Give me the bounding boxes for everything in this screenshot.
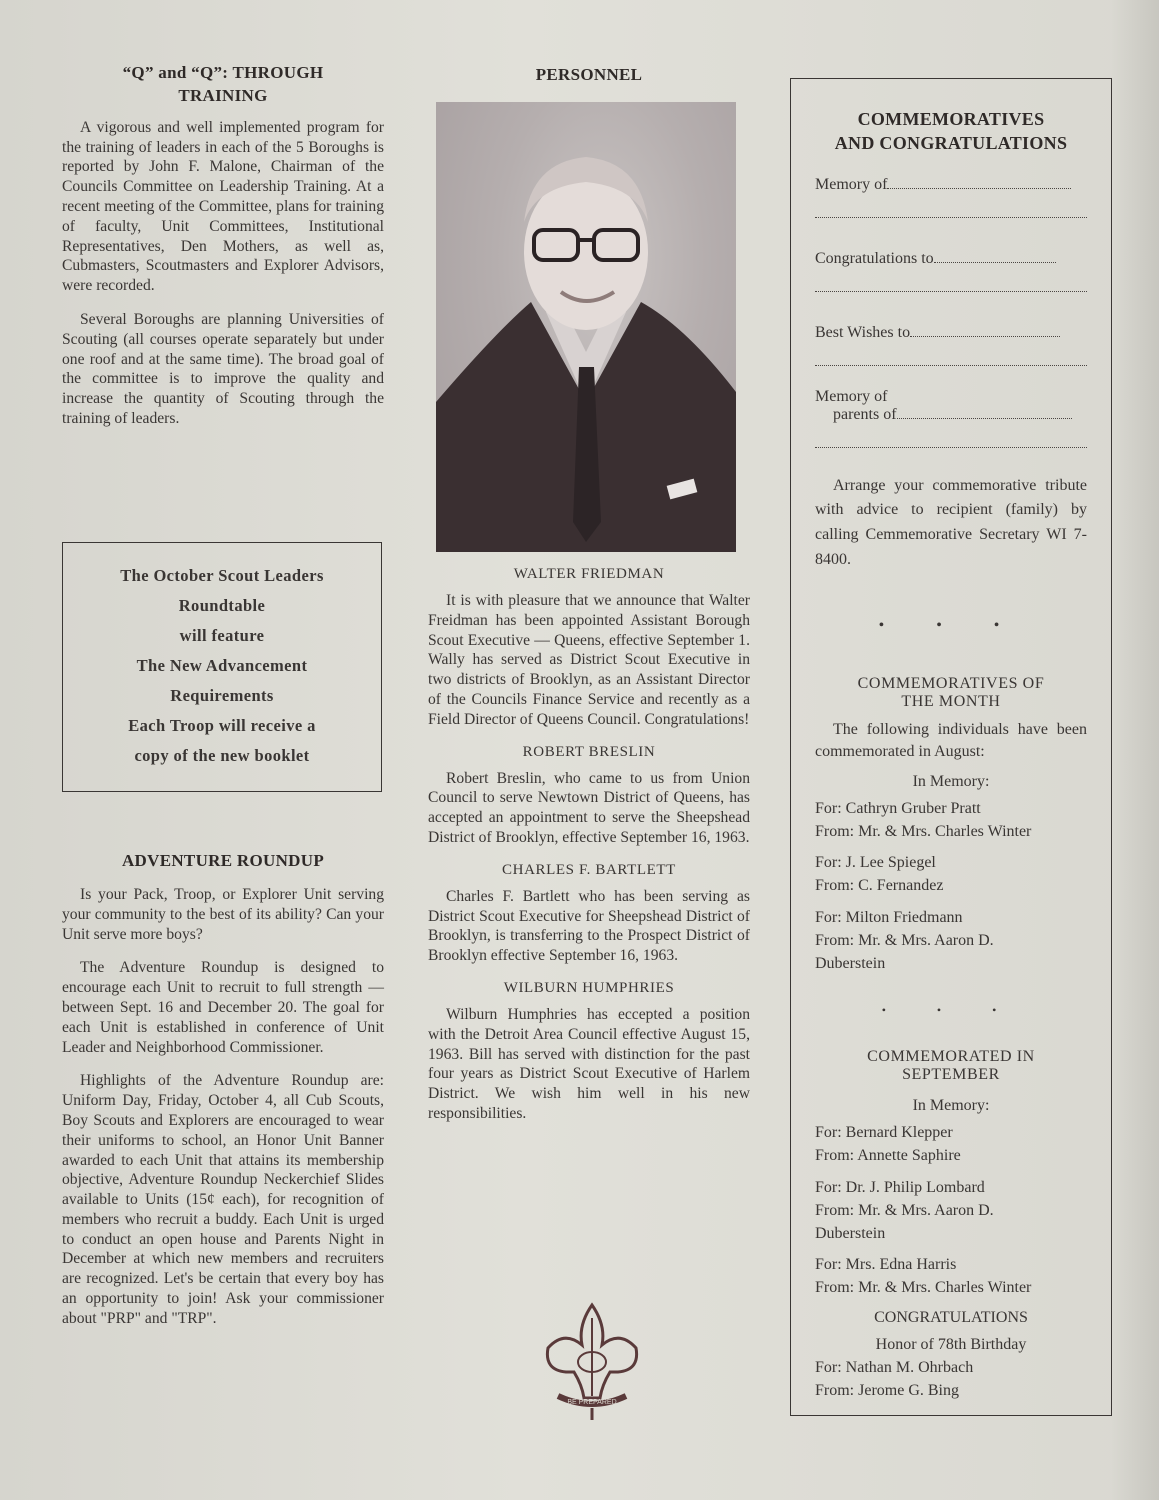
- adventure-heading: ADVENTURE ROUNDUP: [121, 851, 325, 870]
- form-memory-parents-fill-line: [897, 417, 1072, 419]
- commemoratives-content: [815, 107, 1087, 1402]
- entry-for: For: J. Lee Spiegel: [815, 854, 936, 872]
- roundtable-line: Roundtable: [178, 596, 266, 615]
- commemoratives-heading-line2: AND CONGRATULATIONS: [834, 133, 1068, 154]
- september-heading-line1: COMMEMORATED IN: [867, 1048, 1035, 1066]
- form-memory-parents-label-1: Memory of: [815, 387, 888, 405]
- page-edge-shadow: [1111, 0, 1159, 1500]
- adventure-paragraph-3: Highlights of the Adventure Roundup are: Uniform Day, Friday, October 4, all Cub Scouts, Boy Scouts and Explorers are encouraged to wear their uniforms to school, an Honor Unit Banner awarded to each Unit that attains its membership objective, Adventure Roundup Neckerchief Slides available to Units (15¢ each), for recognition of members who recruit a buddy. Each Unit is urged to conduct an open house and Parents Night in December at which new members and recruiters are recognized. Let's be certain that every boy has an opportunity to join! Ask your commissioner about "PRP" and "TRP".: [62, 1072, 384, 1327]
- month-in-memory: In Memory:: [912, 772, 990, 790]
- entry-from: From: Mr. & Mrs. Aaron D.: [815, 1201, 994, 1219]
- form-best-wishes-label: Best Wishes to: [815, 323, 911, 341]
- entry-from: From: Mr. & Mrs. Aaron D.: [815, 931, 994, 949]
- adventure-paragraph-1: Is your Pack, Troop, or Explorer Unit serving your community to the best of its ability? Can your Unit serve more boys?: [62, 885, 384, 943]
- form-congrats-label: Congratulations to: [815, 249, 934, 267]
- roundtable-line: Requirements: [170, 686, 274, 705]
- training-paragraph-2: Several Boroughs are planning Universities of Scouting (all courses operate separately but under one roof and at the same time). The broad goal of the committee is to improve the quality and increase the quantity of Scouting through the training of leaders.: [62, 311, 384, 428]
- entry-from: From: Annette Saphire: [815, 1147, 961, 1165]
- personnel-name: ROBERT BRESLIN: [522, 743, 656, 760]
- form-best-wishes-row: [815, 324, 1087, 342]
- personnel-heading: PERSONNEL: [535, 65, 643, 84]
- adventure-article: [62, 850, 384, 1343]
- training-article: [62, 62, 384, 443]
- september-entry: [815, 1121, 1087, 1167]
- entry-from-continued: Duberstein: [815, 954, 886, 972]
- form-best-wishes-fill-line: [910, 335, 1060, 337]
- roundtable-line: will feature: [179, 626, 265, 645]
- form-congrats-second-line: [815, 290, 1087, 292]
- month-entry: [815, 851, 1087, 897]
- month-intro: The following individuals have been commemorated in August:: [815, 720, 1087, 761]
- congratulations-for: For: Nathan M. Ohrbach: [815, 1358, 974, 1376]
- portrait-photo: [436, 102, 736, 552]
- month-heading-line2: THE MONTH: [901, 692, 1001, 710]
- congratulations-honor: Honor of 78th Birthday: [875, 1335, 1027, 1353]
- personnel-text: Charles F. Bartlett who has been serving as District Scout Executive for Sheepshead District of Brooklyn, is transferring to the Prospect District of Brooklyn effective September 16, 1963.: [428, 887, 750, 965]
- form-memory-parents-label-2: parents of: [833, 405, 897, 423]
- form-memory-row: [815, 176, 1087, 194]
- form-memory-parents-row: [815, 406, 1087, 424]
- roundtable-line: The October Scout Leaders: [120, 566, 324, 585]
- entry-from: From: C. Fernandez: [815, 877, 944, 895]
- personnel-name: WALTER FRIEDMAN: [513, 566, 665, 582]
- roundtable-notice-box: [62, 542, 382, 792]
- training-heading-line1: “Q” and “Q”: THROUGH: [122, 63, 324, 82]
- section-divider-bullets: • • •: [878, 616, 1024, 634]
- section-divider-bullets: • • •: [881, 1003, 1021, 1018]
- arrange-instructions: Arrange your commemorative tribute with advice to recipient (family) by calling Cemmemorative Secretary WI 7-8400.: [815, 476, 1087, 568]
- personnel-name: CHARLES F. BARTLETT: [502, 861, 676, 878]
- september-entry: [815, 1253, 1087, 1299]
- personnel-list: [428, 566, 750, 1138]
- month-entry: [815, 906, 1087, 976]
- training-heading-line2: TRAINING: [178, 85, 268, 105]
- form-best-wishes-second-line: [815, 364, 1087, 366]
- entry-from-continued: Duberstein: [815, 1225, 886, 1242]
- congratulations-heading: CONGRATULATIONS: [874, 1308, 1028, 1326]
- personnel-text: Wilburn Humphries has eccepted a position with the Detroit Area Council effective August 15, 1963. Bill has served with distinction for the past four years as District Scout Executive of Harlem District. We wish him well in his new responsibilities.: [428, 1005, 750, 1122]
- september-entry: [815, 1176, 1087, 1246]
- fleur-de-lis-emblem-icon: [540, 1300, 645, 1425]
- september-heading-line2: SEPTEMBER: [902, 1066, 1000, 1084]
- form-congrats-fill-line: [934, 261, 1056, 263]
- adventure-paragraph-2: The Adventure Roundup is designed to encourage each Unit to recruit to full strength — between Sept. 16 and December 20. The goal for each Unit is established in conference of Unit Leader and Neighborhood Commissioner.: [62, 959, 384, 1056]
- entry-for: For: Milton Friedmann: [815, 908, 963, 926]
- personnel-text: It is with pleasure that we announce that Walter Freidman has been appointed Assistant Borough Scout Executive — Queens, effective September 1. Wally has served as District Scout Executive in two districts of Brooklyn, as an Assistant Director of the Councils Finance Service and recently as a Field Director of Queens Council. Congratulations!: [428, 592, 750, 728]
- september-in-memory: In Memory:: [912, 1097, 990, 1115]
- roundtable-line: Each Troop will receive a: [128, 716, 316, 735]
- congratulations-from: From: Jerome G. Bing: [815, 1382, 959, 1400]
- form-memory-second-line: [815, 216, 1087, 218]
- entry-for: For: Dr. J. Philip Lombard: [815, 1178, 985, 1196]
- personnel-text: Robert Breslin, who came to us from Union Council to serve Newtown District of Queens, has accepted an appointment to serve the Sheepshead District of Brooklyn, effective September 16, 1963.: [428, 769, 750, 846]
- form-memory-fill-line: [887, 187, 1071, 189]
- form-memory-parents-second-line: [815, 446, 1087, 448]
- entry-for: For: Bernard Klepper: [815, 1124, 953, 1142]
- emblem-motto: BE PREPARED: [567, 1399, 617, 1406]
- month-entry: [815, 797, 1087, 843]
- entry-from: From: Mr. & Mrs. Charles Winter: [815, 822, 1032, 840]
- entry-from: From: Mr. & Mrs. Charles Winter: [815, 1279, 1032, 1297]
- personnel-name: WILBURN HUMPHRIES: [503, 979, 675, 996]
- roundtable-line: copy of the new booklet: [134, 746, 310, 765]
- personnel-header: [428, 64, 750, 87]
- entry-for: For: Mrs. Edna Harris: [815, 1256, 957, 1274]
- commemoratives-box: [790, 78, 1112, 1416]
- roundtable-line: The New Advancement: [136, 656, 308, 675]
- portrait-illustration: [436, 102, 736, 552]
- form-memory-label: Memory of: [815, 175, 888, 193]
- training-paragraph-1: A vigorous and well implemented program for the training of leaders in each of the 5 Boroughs is reported by John F. Malone, Chairman of the Councils Committee on Leadership Training. At a recent meeting of the Committee, plans for training of faculty, Unit Committees, Institutional Representatives, Den Mothers, as well as, Cubmasters, Scoutmasters and Explorer Advisors, were recorded.: [62, 118, 384, 295]
- commemoratives-heading-line1: COMMEMORATIVES: [857, 109, 1045, 129]
- month-heading-line1: COMMEMORATIVES OF: [857, 674, 1045, 692]
- form-congrats-row: [815, 250, 1087, 268]
- entry-for: For: Cathryn Gruber Pratt: [815, 799, 981, 817]
